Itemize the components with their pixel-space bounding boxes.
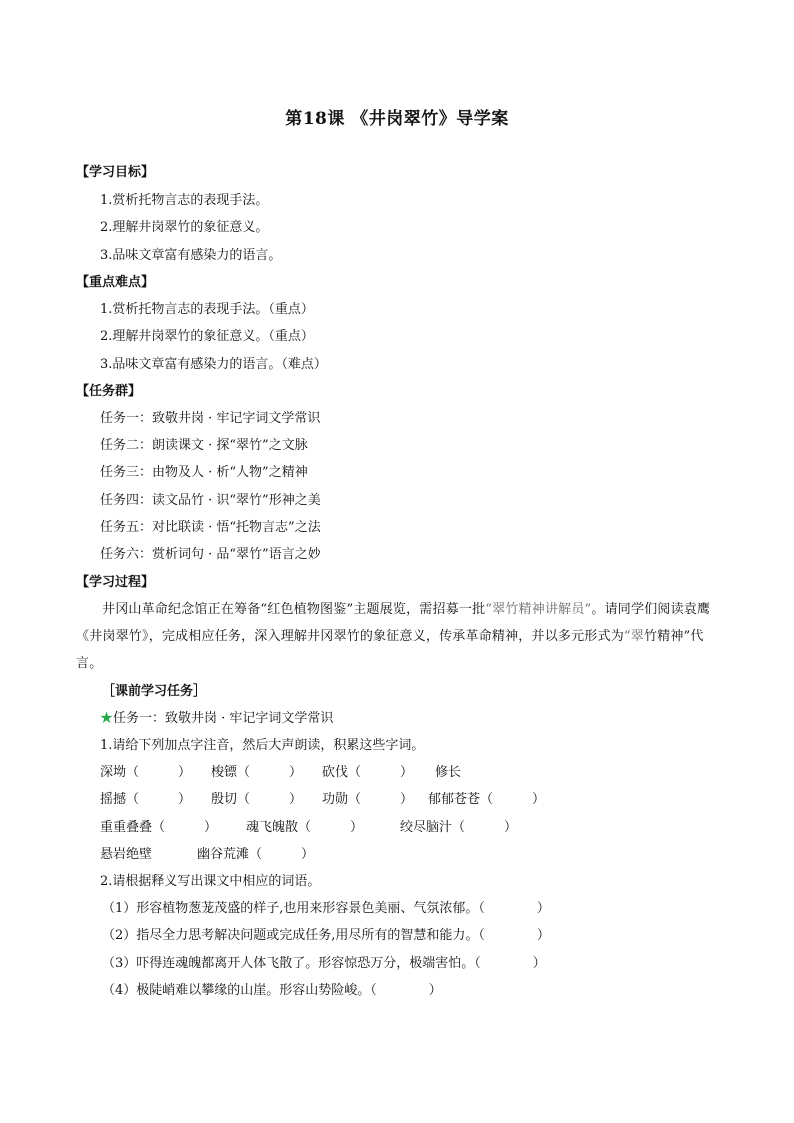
task-item: 任务五：对比联读 · 悟“托物言志”之法 [100,520,321,535]
intro-highlight: “翠竹精神讲解员” [485,602,592,617]
word-item: 魂飞魄散（ ） [246,820,364,835]
word-item: 砍伐（ ） [322,765,414,780]
word-item: 梭镖（ ） [211,765,303,780]
word-item: 修长 [435,765,462,780]
task-item: 任务四：读文品竹 · 识“翠竹”形神之美 [100,493,321,508]
word-item: 重重叠叠（ ） [100,820,218,835]
objective-item: 2.理解井岗翠竹的象征意义。 [100,220,269,235]
definition-item: （3）吓得连魂魄都离开人体飞散了。形容惊恐万分，极端害怕。（ ） [102,956,546,971]
objectives-heading: 【学习目标】 [76,165,155,180]
pre-class-subheading: ［课前学习任务］ [102,684,207,699]
objective-item: 3.品味文章富有感染力的语言。 [100,248,282,263]
key-point-item: 2.理解井岗翠竹的象征意义。（重点） [100,329,314,344]
task-item: 任务二：朗读课文 · 探“翠竹”之文脉 [100,438,308,453]
intro-highlight: “翠 [623,629,644,644]
intro-text: 。请同学们阅读袁鹰《井岗翠竹》，完成相应任务，深入理解井冈翠竹的象征意义，传承革命精神，并以多元形式为 [76,602,711,644]
question-2: 2.请根据释义写出课文中相应的词语。 [100,874,321,889]
word-item: 悬岩绝壁 [100,847,153,862]
star-icon: ★ [100,711,114,726]
key-point-item: 1.赏析托物言志的表现手法。（重点） [100,302,314,317]
word-item: 深坳（ ） [100,765,192,780]
key-points-heading: 【重点难点】 [76,275,155,290]
question-1: 1.请给下列加点字注音，然后大声朗读，积累这些字词。 [100,738,425,753]
definition-item: （2）指尽全力思考解决问题或完成任务,用尽所有的智慧和能力。（ ） [102,928,550,943]
process-intro-paragraph [76,596,726,677]
definition-item: （4）极陡峭难以攀缘的山崖。形容山势险峻。（ ） [102,983,442,998]
word-item: 幽谷荒滩（ ） [197,847,315,862]
key-point-item: 3.品味文章富有感染力的语言。（难点） [100,357,327,372]
word-item: 绞尽脑汁（ ） [400,820,518,835]
word-item: 郁郁苍苍（ ） [428,792,546,807]
word-item: 功勋（ ） [322,792,414,807]
word-item: 殷切（ ） [211,792,303,807]
page-title: 第18课 《井岗翠竹》导学案 [285,109,509,129]
task-item: 任务三：由物及人 · 析“人物”之精神 [100,465,308,480]
task-item: 任务一：致敬井岗 · 牢记字词文学常识 [100,411,321,426]
task1-title: 任务一：致敬井岗 · 牢记字词文学常识 [113,711,334,726]
task-item: 任务六：赏析词句 · 品“翠竹”语言之妙 [100,547,321,562]
intro-text: 井冈山革命纪念馆正在筹备“红色植物图鉴”主题展览，需招募一批 [102,602,486,617]
objective-item: 1.赏析托物言志的表现手法。 [100,193,269,208]
process-heading: 【学习过程】 [76,575,155,590]
definition-item: （1）形容植物葱茏茂盛的样子,也用来形容景色美丽、气氛浓郁。（ ） [102,901,550,916]
task-group-heading: 【任务群】 [76,384,142,399]
word-item: 摇撼（ ） [100,792,192,807]
task1-heading [100,710,333,728]
intro-text: 竹精神”代言。 [76,629,704,671]
